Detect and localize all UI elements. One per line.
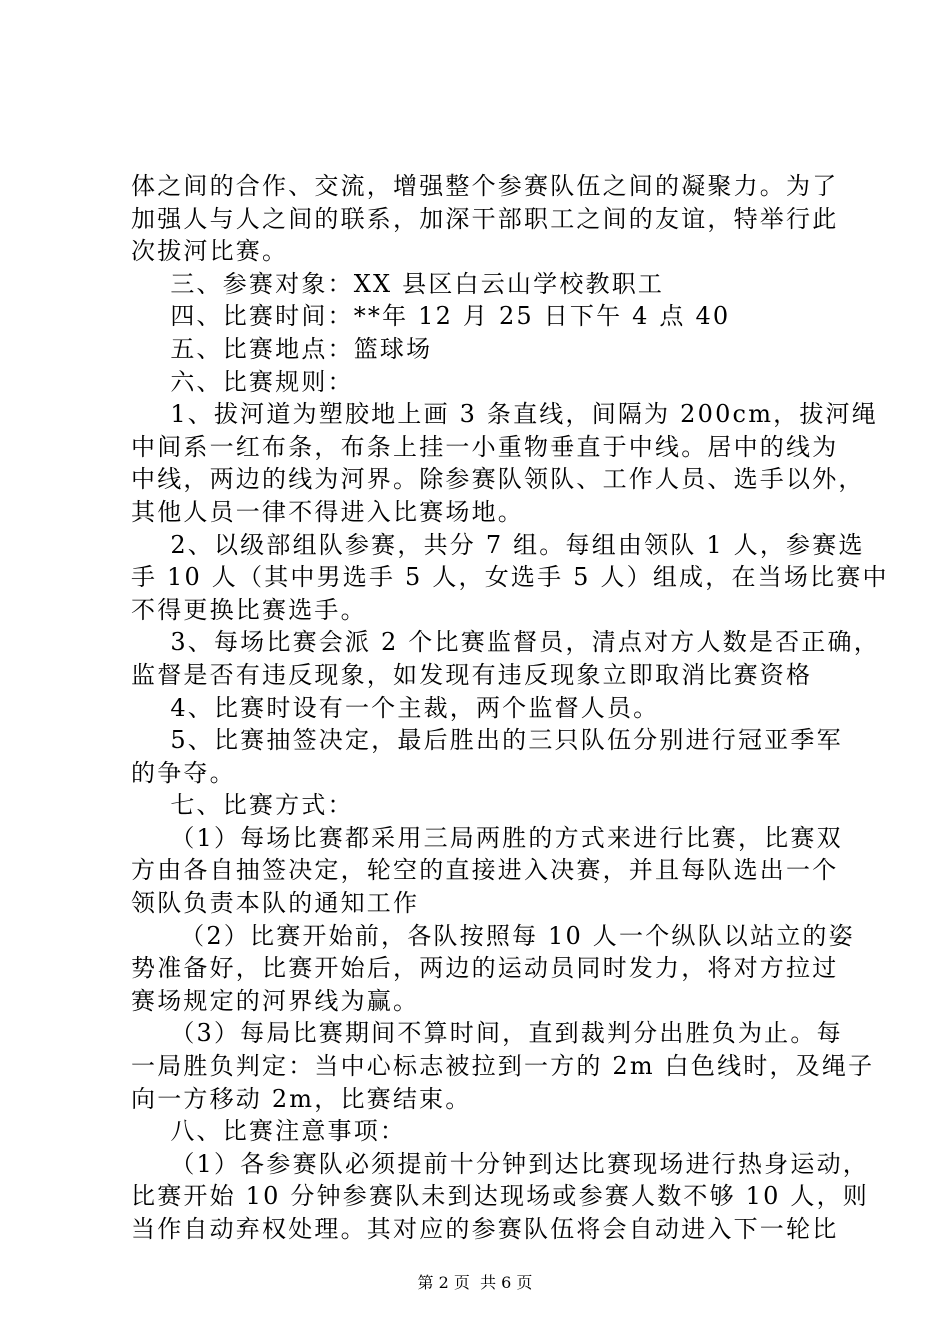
text-line: （1）每场比赛都采用三局两胜的方式来进行比赛，比赛双	[131, 823, 843, 852]
section-heading: 六、比赛规则：	[131, 367, 354, 396]
text-line: 中线，两边的线为河界。除参赛队领队、工作人员、选手以外，	[131, 465, 865, 494]
text-line: 一局胜负判定：当中心标志被拉到一方的 2m 白色线时，及绳子	[131, 1052, 875, 1081]
text-line: 1、拔河道为塑胶地上画 3 条直线，间隔为 200cm，拔河绳	[131, 400, 878, 429]
text-line: 比赛开始 10 分钟参赛队未到达现场或参赛人数不够 10 人，则	[131, 1182, 869, 1211]
text-line: 中间系一红布条，布条上挂一小重物垂直于中线。居中的线为	[131, 432, 839, 461]
document-body	[131, 170, 889, 1246]
text-line: 势准备好，比赛开始后，两边的运动员同时发力，将对方拉过	[131, 954, 839, 983]
text-line: 其他人员一律不得进入比赛场地。	[131, 497, 524, 526]
text-line: 监督是否有违反现象，如发现有违反现象立即取消比赛资格	[131, 660, 813, 689]
text-line: （3）每局比赛期间不算时间，直到裁判分出胜负为止。每	[131, 1019, 843, 1048]
text-line: 手 10 人（其中男选手 5 人，女选手 5 人）组成，在当场比赛中	[131, 563, 889, 592]
text-line: 4、比赛时设有一个主裁，两个监督人员。	[131, 693, 660, 722]
text-line: 当作自动弃权处理。其对应的参赛队伍将会自动进入下一轮比	[131, 1215, 839, 1243]
text-line: 体之间的合作、交流，增强整个参赛队伍之间的凝聚力。为了	[131, 172, 839, 200]
text-line: 的争夺。	[131, 758, 236, 787]
section-heading: 七、比赛方式：	[131, 791, 354, 820]
text-line: 不得更换比赛选手。	[131, 595, 367, 624]
text-line: 向一方移动 2m，比赛结束。	[131, 1084, 472, 1113]
text-line: 领队负责本队的通知工作	[131, 889, 420, 918]
text-line: （1）各参赛队必须提前十分钟到达比赛现场进行热身运动，	[131, 1149, 869, 1178]
section-heading: 八、比赛注意事项：	[131, 1117, 407, 1146]
section-heading: 五、比赛地点：篮球场	[131, 334, 433, 363]
section-heading: 四、比赛时间：**年 12 月 25 日下午 4 点 40	[131, 302, 731, 331]
text-line: （2）比赛开始前，各队按照每 10 人一个纵队以站立的姿	[131, 921, 855, 950]
text-line: 5、比赛抽签决定，最后胜出的三只队伍分别进行冠亚季军	[131, 726, 843, 755]
text-line: 方由各自抽签决定，轮空的直接进入决赛，并且每队选出一个	[131, 856, 839, 885]
section-heading: 三、参赛对象：XX 县区白云山学校教职工	[131, 269, 665, 298]
text-line: 赛场规定的河界线为赢。	[131, 986, 420, 1015]
text-line: 次拔河比赛。	[131, 237, 289, 266]
text-line: 2、以级部组队参赛，共分 7 组。每组由领队 1 人，参赛选	[131, 530, 865, 559]
text-line: 加强人与人之间的联系，加深干部职工之间的友谊，特举行此	[131, 204, 839, 233]
text-line: 3、每场比赛会派 2 个比赛监督员，清点对方人数是否正确，	[131, 628, 880, 657]
page-footer: 第 2 页 共 6 页	[417, 1273, 533, 1292]
